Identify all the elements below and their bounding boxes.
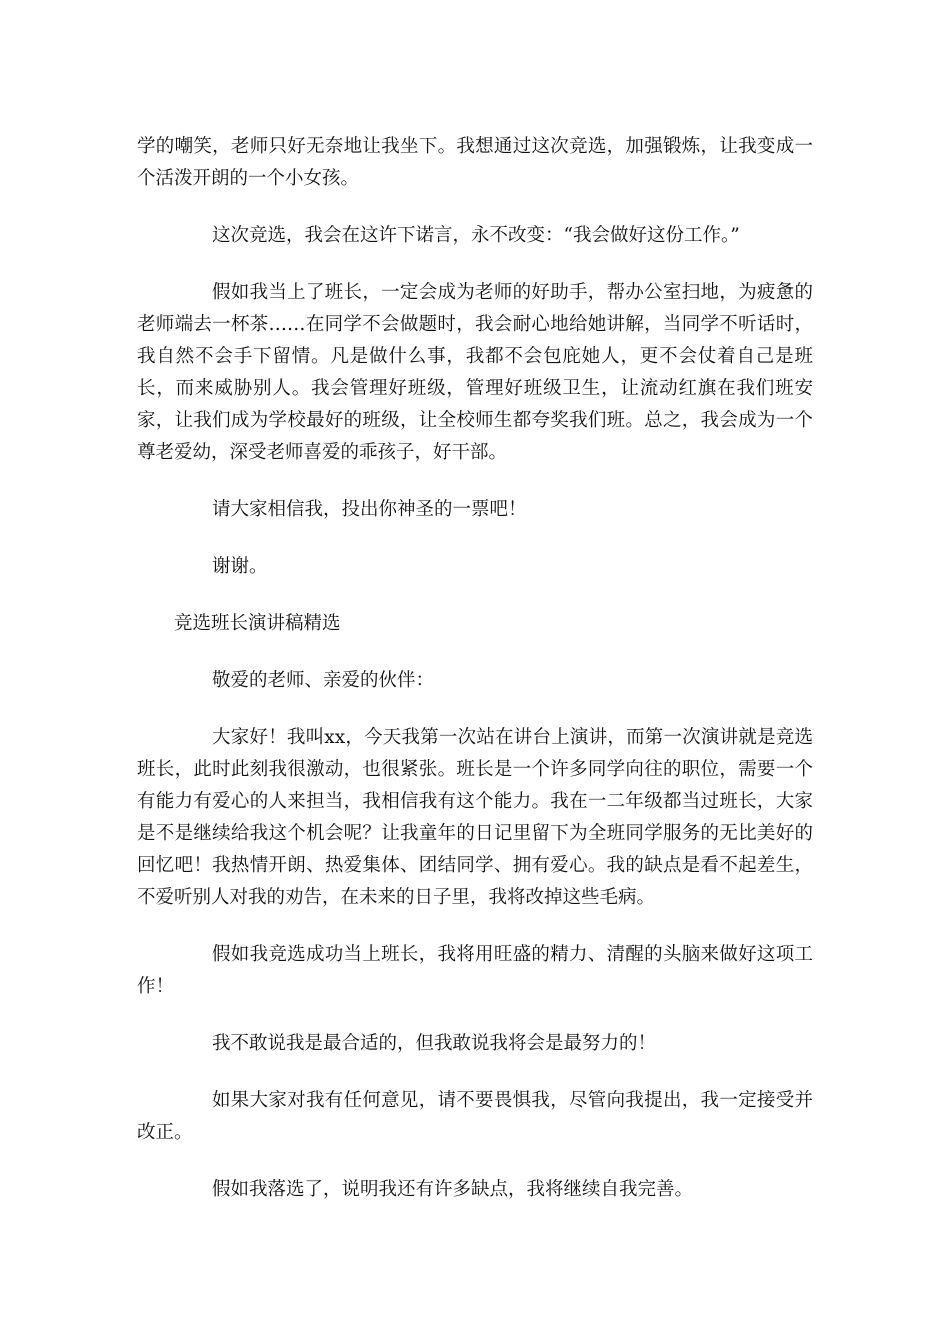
paragraph-introduction: 大家好！我叫xx，今天我第一次站在讲台上演讲，而第一次演讲就是竞选班长，此时此刻我很激动，也很紧张。班长是一个许多同学向往的职位，需要一个有能力有爱心的人来担当，我相信我有这个能力。我在一二年级都当过班长，大家是不是继续给我这个机会呢？让我童年的日记里留下为全班同学服务的无比美好的回忆吧！我热情开朗、热爱集体、团结同学、拥有爱心。我的缺点是看不起差生，不爱听别人对我的劝告，在未来的日子里，我将改掉这些毛病。 [137,727,813,908]
paragraph-promise: 这次竞选，我会在这许下诺言，永不改变：“我会做好这份工作。” [212,225,740,246]
document-body [137,131,813,1231]
paragraph-plans: 假如我当上了班长，一定会成为老师的好助手，帮办公室扫地，为疲惫的老师端去一杯茶……在同学不会做题时，我会耐心地给她讲解，当同学不听话时，我自然不会手下留情。凡是做什么事，我都不会包庇她人，更不会仗着自己是班长，而来威胁别人。我会管理好班级，管理好班级卫生，让流动红旗在我们班安家，让我们成为学校最好的班级，让全校师生都夸奖我们班。总之，我会成为一个尊老爱幼，深受老师喜爱的乖孩子，好干部。 [137,282,813,463]
paragraph-continuation: 学的嘲笑，老师只好无奈地让我坐下。我想通过这次竞选，加强锻炼，让我变成一个活泼开朗的一个小女孩。 [137,136,813,189]
section-title: 竞选班长演讲稿精选 [174,613,341,634]
paragraph-salutation: 敬爱的老师、亲爱的伙伴： [212,670,435,691]
paragraph-thanks: 谢谢。 [212,556,268,577]
paragraph-if-elected: 假如我竞选成功当上班长，我将用旺盛的精力、清醒的头脑来做好这项工作！ [137,944,813,997]
paragraph-vote-request: 请大家相信我，投出你神圣的一票吧！ [212,499,527,520]
paragraph-effort: 我不敢说我是最合适的，但我敢说我将会是最努力的！ [212,1033,657,1054]
paragraph-feedback: 如果大家对我有任何意见，请不要畏惧我，尽管向我提出，我一定接受并改正。 [137,1090,813,1143]
paragraph-if-not-elected: 假如我落选了，说明我还有许多缺点，我将继续自我完善。 [212,1179,694,1200]
